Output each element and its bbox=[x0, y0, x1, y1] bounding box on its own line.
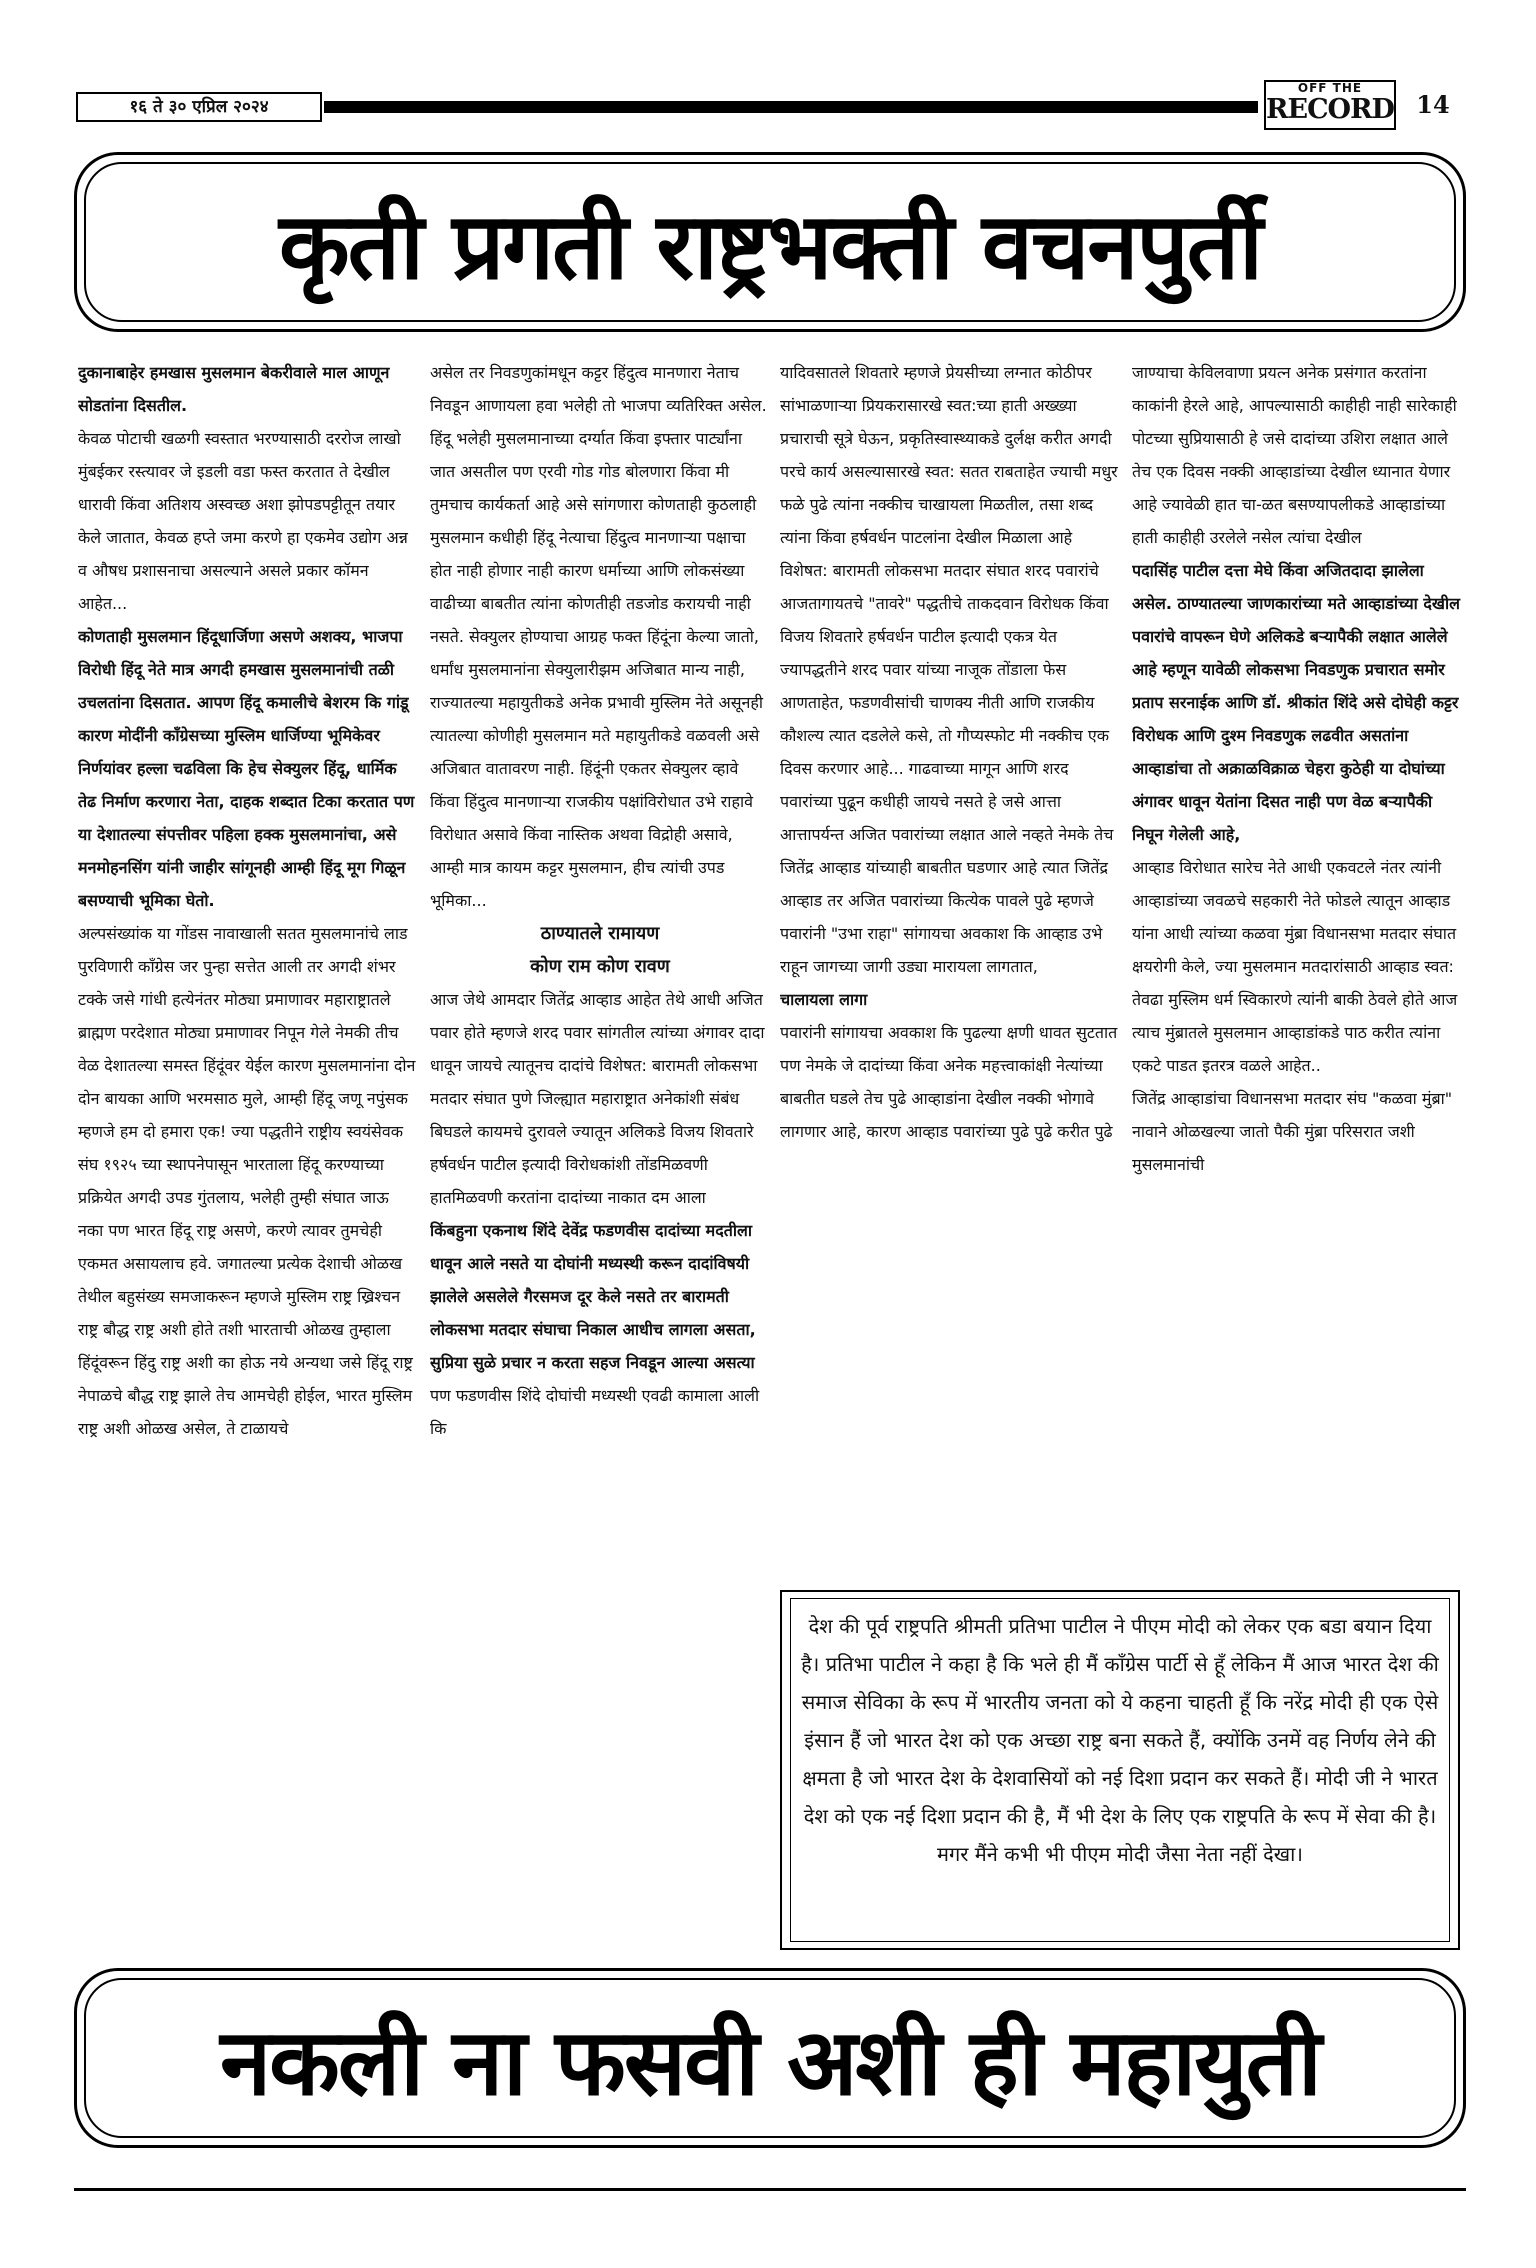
col4-bold-passage: पदासिंह पाटील दत्ता मेघे किंवा अजितदादा झालेला असेल. ठाण्यातल्या जाणकारांच्या मते आव्हाडांच्या देखील पवारांचे वापरून घेणे अलिकडे बऱ्यापैकी लक्षात आलेले आहे म्हणून यावेळी लोकसभा निवडणुक प्रचारात समोर प्रताप सरनाईक आणि डॉ. श्रीकांत शिंदे असे दोघेही कट्टर विरोधक आणि दुश्म निवडणुक लढवीत असतांना आव्हाडांचा तो अक्राळविक्राळ चेहरा कुठेही या दोघांच्या अंगावर धावून येतांना दिसत नाही पण वेळ बऱ्यापैकी निघून गेलेली आहे, bbox=[1132, 561, 1460, 844]
col2-bold-passage: किंबहुना एकनाथ शिंदे देवेंद्र फडणवीस दादांच्या मदतीला धावून आले नसते या दोघांनी मध्यस्थी करून दादांविषयी झालेले असलेले गैरसमज दूर केले नसते तर बारामती लोकसभा मतदार संघाचा निकाल आधीच लागला असता, सुप्रिया सुळे प्रचार न करता सहज निवडून आल्या असत्या bbox=[430, 1221, 756, 1372]
hindi-quote-text: देश की पूर्व राष्ट्रपति श्रीमती प्रतिभा पाटील ने पीएम मोदी को लेकर एक बडा बयान दिया है। प्रतिभा पाटील ने कहा है कि भले ही मैं कॉंग्रेस पार्टी से हूँ लेकिन मैं आज भारत देश की समाज सेविका के रूप में भारतीय जनता को ये कहना चाहती हूँ कि नरेंद्र मोदी ही एक ऐसे इंसान हैं जो भारत देश को एक अच्छा राष्ट्र बना सकते हैं, क्योंकि उनमें वह निर्णय लेने की क्षमता है जो भारत देश के देशवासियों को नई दिशा प्रदान कर सकते हैं। मोदी जी ने भारत देश को एक नई दिशा प्रदान की है, मैं भी देश के लिए एक राष्ट्रपति के रूप में सेवा की है। मगर मैंने कभी भी पीएम मोदी जैसा नेता नहीं देखा। bbox=[790, 1598, 1450, 1942]
bottom-headline: नकली ना फसवी अशी ही महायुती bbox=[84, 1978, 1456, 2138]
top-headline: कृती प्रगती राष्ट्रभक्ती वचनपुर्ती bbox=[84, 162, 1456, 322]
col1-bold-opening: दुकानाबाहेर हमखास मुसलमान बेकरीवाले माल आणून सोडतांना दिसतील. bbox=[78, 363, 390, 415]
issue-date: १६ ते ३० एप्रिल २०२४ bbox=[76, 92, 322, 122]
col3-paragraph-1: यादिवसातले शिवतारे म्हणजे प्रेयसीच्या लग्नात कोठीपर सांभाळणाऱ्या प्रियकरासारखे स्वत:च्या हाती अख्ख्या प्रचाराची सूत्रे घेऊन, प्रकृतिस्वास्थ्याकडे दुर्लक्ष करीत अगदी परचे कार्य असल्यासारखे स्वत: सतत राबताहेत ज्याची मधुर फळे पुढे त्यांना नक्कीच चाखायला मिळतील, तसा शब्द त्यांना किंवा हर्षवर्धन पाटलांना देखील मिळाला आहे विशेषत: बारामती लोकसभा मतदार संघात शरद पवारांचे आजतागायतचे "तावरे" पद्धतीचे ताकदवान विरोधक किंवा विजय शिवतारे हर्षवर्धन पाटील इत्यादी एकत्र येत ज्यापद्धतीने शरद पवार यांच्या नाजूक तोंडाला फेस आणताहेत, फडणवीसांची चाणक्य नीती आणि राजकीय कौशल्य त्यात दडलेले कसे, तो गौप्यस्फोट मी नक्कीच एक दिवस करणार आहे... गाढवाच्या मागून आणि शरद पवारांच्या पुढून कधीही जायचे नसते हे जसे आत्ता आत्तापर्यन्त अजित पवारांच्या लक्षात आले नव्हते नेमके तेच जितेंद्र आव्हाड यांच्याही बाबतीत घडणार आहे त्यात जितेंद्र आव्हाड तर अजित पवारांच्या कित्येक पावले पुढे म्हणजे पवारांनी "उभा राहा" सांगायचा अवकाश कि आव्हाड उभे राहून जागच्या जागी उड्या मारायला लागतात, bbox=[780, 363, 1118, 976]
header-rule bbox=[324, 101, 1258, 113]
hindi-quote-box bbox=[780, 1590, 1460, 1950]
subhead-line-1: ठाण्यातले रामायण bbox=[540, 923, 660, 944]
col1-paragraph-1: केवळ पोटाची खळगी स्वस्तात भरण्यासाठी दररोज लाखो मुंबईकर रस्त्यावर जे इडली वडा फस्त करतात ते देखील धारावी किंवा अतिशय अस्वच्छ अशा झोपडपट्टीतून तयार केले जातात, केवळ हप्ते जमा करणे हा एकमेव उद्योग अन्न व औषध प्रशासनाचा असल्याने असले प्रकार कॉमन आहेत... bbox=[78, 429, 408, 613]
article-column-3 bbox=[780, 356, 1120, 1600]
publication-logo bbox=[1264, 80, 1396, 130]
article-column-4 bbox=[1132, 356, 1468, 1600]
col2-paragraph-2: आज जेथे आमदार जितेंद्र आव्हाड आहेत तेथे आधी अजित पवार होते म्हणजे शरद पवार सांगतील त्यांच्या अंगावर दादा धावून जायचे त्यातूनच दादांचे विशेषत: बारामती लोकसभा मतदार संघात पुणे जिल्ह्यात महाराष्ट्रात अनेकांशी संबंध बिघडले कायमचे दुरावले ज्यातून अलिकडे विजय शिवतारे हर्षवर्धन पाटील इत्यादी विरोधकांशी तोंडमिळवणी हातमिळवणी करतांना दादांच्या नाकात दम आला bbox=[430, 990, 765, 1207]
logo-line-1: OFF THE bbox=[1297, 81, 1363, 95]
article-column-1 bbox=[78, 356, 418, 1960]
col2-paragraph-end: पण फडणवीस शिंदे दोघांची मध्यस्थी एवढी कामाला आली कि bbox=[430, 1386, 760, 1438]
col3-paragraph-end: पवारांनी सांगायचा अवकाश कि पुढल्या क्षणी धावत सुटतात पण नेमके जे दादांच्या किंवा अनेक महत्त्वाकांक्षी नेत्यांच्या बाबतीत घडले तेच पुढे आव्हाडांना देखील नक्की भोगावे लागणार आहे, कारण आव्हाड पवारांच्या पुढे पुढे करीत पुढे bbox=[780, 1023, 1118, 1141]
col1-bold-passage: कोणताही मुसलमान हिंदूधार्जिणा असणे अशक्य, भाजपा विरोधी हिंदू नेते मात्र अगदी हमखास मुसलमानांची तळी उचलतांना दिसतात. आपण हिंदू कमालीचे बेशरम कि गांडू कारण मोदींनी काँग्रेसच्या मुस्लिम धार्जिण्या भूमिकेवर निर्णयांवर हल्ला चढविला कि हेच सेक्युलर हिंदू, धार्मिक तेढ निर्माण करणारा नेता, दाहक शब्दात टिका करतात पण या देशातल्या संपत्तीवर पहिला हक्क मुसलमानांचा, असे मनमोहनसिंग यांनी जाहीर सांगूनही आम्ही हिंदू मूग गिळून बसण्याची भूमिका घेतो. bbox=[78, 627, 415, 910]
subhead-line-2: कोण राम कोण रावण bbox=[530, 956, 670, 977]
page-number: 14 bbox=[1416, 90, 1450, 119]
top-headline-banner bbox=[74, 152, 1466, 332]
col3-bold-phrase: चालायला लागा bbox=[780, 990, 868, 1009]
col1-paragraph-2: अल्पसंख्यांक या गोंडस नावाखाली सतत मुसलमानांचे लाड पुरविणारी काँग्रेस जर पुन्हा सत्तेत आली तर अगदी शंभर टक्के जसे गांधी हत्येनंतर मोठ्या प्रमाणावर महाराष्ट्रातले ब्राह्मण परदेशात मोठ्या प्रमाणावर निपून गेले नेमकी तीच वेळ देशातल्या समस्त हिंदूंवर येईल कारण मुसलमानांना दोन दोन बायका आणि भरमसाठ मुले, आम्ही हिंदू जणू नपुंसक म्हणजे हम दो हमारा एक! ज्या पद्धतीने राष्ट्रीय स्वयंसेवक संघ १९२५ च्या स्थापनेपासून भारताला हिंदू करण्याच्या प्रक्रियेत अगदी उपड गुंतलाय, भलेही तुम्ही संघात जाऊ नका पण भारत हिंदू राष्ट्र असणे, करणे त्यावर तुमचेही एकमत असायलाच हवे. जगातल्या प्रत्येक देशाची ओळख तेथील बहुसंख्य समजाकरून म्हणजे मुस्लिम राष्ट्र ख्रिश्चन राष्ट्र बौद्ध राष्ट्र अशी होते तशी भारताची ओळख तुम्हाला हिंदूंवरून हिंदु राष्ट्र अशी का होऊ नये अन्यथा जसे हिंदू राष्ट्र नेपाळचे बौद्ध राष्ट्र झाले तेच आमचेही होईल, भारत मुस्लिम राष्ट्र अशी ओळख असेल, ते टाळायचे bbox=[78, 924, 416, 1438]
logo-line-2: RECORD bbox=[1266, 94, 1394, 125]
col4-paragraph-1: जाण्याचा केविलवाणा प्रयत्न अनेक प्रसंगात करतांना काकांनी हेरले आहे, आपल्यासाठी काहीही नाही सारेकाही पोटच्या सुप्रियासाठी हे जसे दादांच्या उशिरा लक्षात आले तेच एक दिवस नक्की आव्हाडांच्या देखील ध्यानात येणार आहे ज्यावेळी हात चा-ळत बसण्यापलीकडे आव्हाडांच्या हाती काहीही उरलेले नसेल त्यांचा देखील bbox=[1132, 363, 1457, 547]
col2-paragraph-1: असेल तर निवडणुकांमधून कट्टर हिंदुत्व मानणारा नेताच निवडून आणायला हवा भलेही तो भाजपा व्यतिरिक्त असेल. हिंदू भलेही मुसलमानाच्या दर्ग्यात किंवा इफ्तार पार्ट्यांना जात असतील पण एरवी गोड गोड बोलणारा किंवा मी तुमचाच कार्यकर्ता आहे असे सांगणारा कोणताही कुठलाही मुसलमान कधीही हिंदू नेत्याचा हिंदुत्व मानणाऱ्या पक्षाचा होत नाही होणार नाही कारण धर्माच्या आणि लोकसंख्या वाढीच्या बाबतीत त्यांना कोणतीही तडजोड करायची नाही नसते. सेक्युलर होण्याचा आग्रह फक्त हिंदूंना केल्या जातो, धर्मांध मुसलमानांना सेक्युलारीझम अजिबात मान्य नाही, राज्यातल्या महायुतीकडे अनेक प्रभावी मुस्लिम नेते असूनही त्यातल्या कोणीही मुसलमान मते महायुतीकडे वळवली असे अजिबात वातावरण नाही. हिंदूंनी एकतर सेक्युलर व्हावे किंवा हिंदुत्व मानणाऱ्या राजकीय पक्षांविरोधात उभे राहावे विरोधात असावे किंवा नास्तिक अथवा विद्रोही असावे, आम्ही मात्र कायम कट्टर मुसलमान, हीच त्यांची उपड भूमिका... bbox=[430, 363, 767, 910]
article-column-2 bbox=[430, 356, 770, 1960]
col4-paragraph-2: आव्हाड विरोधात सारेच नेते आधी एकवटले नंतर त्यांनी आव्हाडांच्या जवळचे सहकारी नेते फोडले त्यातून आव्हाड यांना आधी त्यांच्या कळवा मुंब्रा विधानसभा मतदार संघात क्षयरोगी केले, ज्या मुसलमान मतदारांसाठी आव्हाड स्वत: तेवढा मुस्लिम धर्म स्विकारणे त्यांनी बाकी ठेवले होते आज त्याच मुंब्रातले मुसलमान आव्हाडांकडे पाठ करीत त्यांना एकटे पाडत इतरत्र वळले आहेत.. bbox=[1132, 858, 1458, 1075]
col4-paragraph-3: जितेंद्र आव्हाडांचा विधानसभा मतदार संघ "कळवा मुंब्रा" नावाने ओळखल्या जातो पैकी मुंब्रा परिसरात जशी मुसलमानांची bbox=[1132, 1089, 1453, 1174]
bottom-rule bbox=[74, 2188, 1466, 2191]
bottom-headline-banner bbox=[74, 1968, 1466, 2148]
